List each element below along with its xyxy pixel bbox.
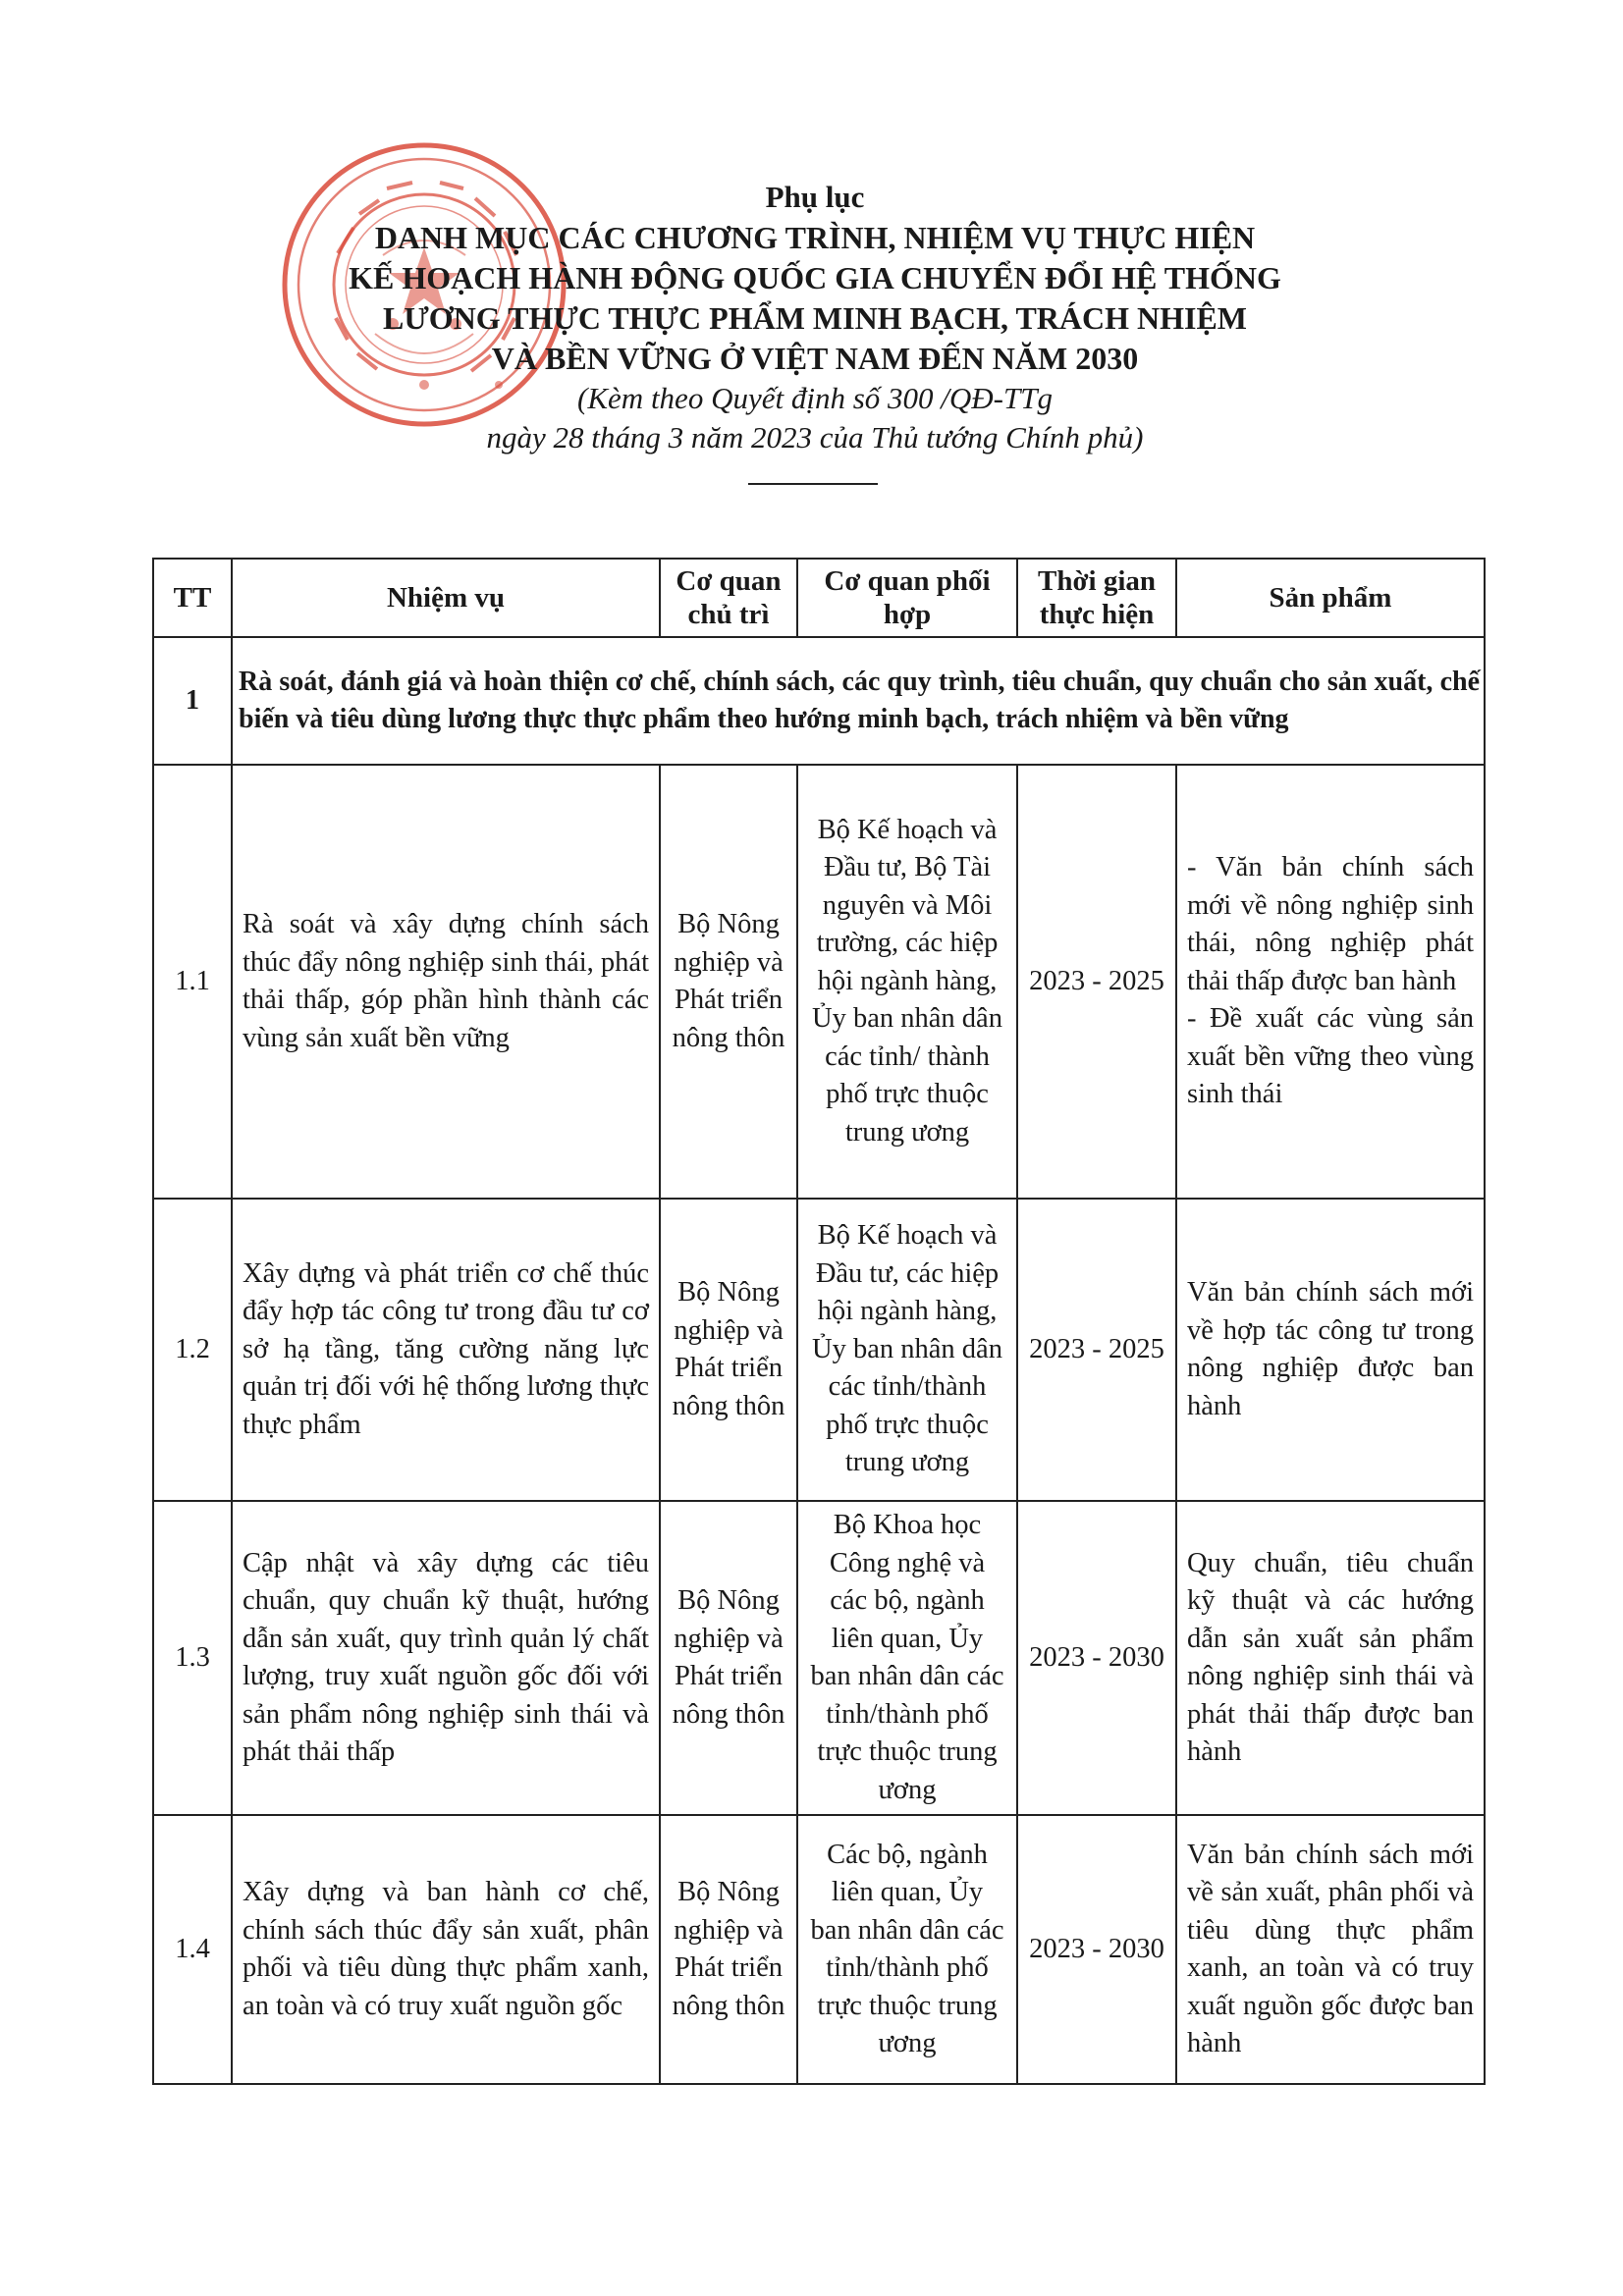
task-cell: Xây dựng và phát triển cơ chế thúc đẩy hợp tác công tư trong đầu tư cơ sở hạ tầng, tăng cường năng lực quản trị đối với hệ thống lương thực thực phẩm <box>232 1199 660 1501</box>
row-number: 1.3 <box>153 1501 232 1815</box>
header-divider <box>748 483 878 485</box>
product-cell: Văn bản chính sách mới về sản xuất, phân phối và tiêu dùng thực phẩm xanh, an toàn và có truy xuất nguồn gốc được ban hành <box>1176 1815 1485 2084</box>
header-product: Sản phẩm <box>1176 559 1485 637</box>
coordinating-agency-cell: Các bộ, ngành liên quan, Ủy ban nhân dân các tỉnh/thành phố trực thuộc trung ương <box>797 1815 1017 2084</box>
lead-agency-cell: Bộ Nông nghiệp và Phát triển nông thôn <box>660 765 797 1199</box>
section-number: 1 <box>153 637 232 765</box>
time-cell: 2023 - 2025 <box>1017 765 1176 1199</box>
lead-agency-cell: Bộ Nông nghiệp và Phát triển nông thôn <box>660 1815 797 2084</box>
title-line-2: KẾ HOẠCH HÀNH ĐỘNG QUỐC GIA CHUYỂN ĐỔI HỆ THỐNG <box>349 260 1281 295</box>
coordinating-agency-cell: Bộ Khoa học Công nghệ và các bộ, ngành liên quan, Ủy ban nhân dân các tỉnh/thành phố trực thuộc trung ương <box>797 1501 1017 1815</box>
table-row <box>153 1501 1485 1815</box>
lead-agency-cell: Bộ Nông nghiệp và Phát triển nông thôn <box>660 1501 797 1815</box>
time-cell: 2023 - 2025 <box>1017 1199 1176 1501</box>
header-coordinating-agency: Cơ quan phối hợp <box>797 559 1017 637</box>
product-item: - Đề xuất các vùng sản xuất bền vững theo vùng sinh thái <box>1187 1003 1474 1110</box>
task-table <box>152 558 1486 2085</box>
task-cell: Xây dựng và ban hành cơ chế, chính sách thúc đẩy sản xuất, phân phối và tiêu dùng thực phẩm xanh, an toàn và có truy xuất nguồn gốc <box>232 1815 660 2084</box>
product-item: - Văn bản chính sách mới về nông nghiệp sinh thái, nông nghiệp phát thải thấp được ban hành <box>1187 852 1474 996</box>
header-tt: TT <box>153 559 232 637</box>
task-cell: Rà soát và xây dựng chính sách thúc đẩy nông nghiệp sinh thái, phát thải thấp, góp phần hình thành các vùng sản xuất bền vững <box>232 765 660 1199</box>
product-cell: Văn bản chính sách mới về hợp tác công tư trong nông nghiệp được ban hành <box>1176 1199 1485 1501</box>
row-number: 1.2 <box>153 1199 232 1501</box>
time-cell: 2023 - 2030 <box>1017 1501 1176 1815</box>
row-number: 1.1 <box>153 765 232 1199</box>
header-task: Nhiệm vụ <box>232 559 660 637</box>
document-header <box>245 177 1384 457</box>
product-cell: Quy chuẩn, tiêu chuẩn kỹ thuật và các hướng dẫn sản xuất sản phẩm nông nghiệp sinh thái và phát thải thấp được ban hành <box>1176 1501 1485 1815</box>
lead-agency-cell: Bộ Nông nghiệp và Phát triển nông thôn <box>660 1199 797 1501</box>
product-cell <box>1176 765 1485 1199</box>
table-row <box>153 1815 1485 2084</box>
header-lead-agency: Cơ quan chủ trì <box>660 559 797 637</box>
appendix-label: Phụ lục <box>765 180 865 214</box>
row-number: 1.4 <box>153 1815 232 2084</box>
section-row <box>153 637 1485 765</box>
title-line-1: DANH MỤC CÁC CHƯƠNG TRÌNH, NHIỆM VỤ THỰC HIỆN <box>374 220 1256 255</box>
time-cell: 2023 - 2030 <box>1017 1815 1176 2084</box>
table-row <box>153 1199 1485 1501</box>
table-row <box>153 765 1485 1199</box>
title-line-3: LƯƠNG THỰC THỰC PHẨM MINH BẠCH, TRÁCH NHIỆM <box>382 300 1247 336</box>
coordinating-agency-cell: Bộ Kế hoạch và Đầu tư, Bộ Tài nguyên và Môi trường, các hiệp hội ngành hàng, Ủy ban nhân dân các tỉnh/ thành phố trực thuộc trung ương <box>797 765 1017 1199</box>
header-time: Thời gian thực hiện <box>1017 559 1176 637</box>
task-cell: Cập nhật và xây dựng các tiêu chuẩn, quy chuẩn kỹ thuật, hướng dẫn sản xuất, quy trình quản lý chất lượng, truy xuất nguồn gốc đối với sản phẩm nông nghiệp sinh thái và phát thải thấp <box>232 1501 660 1815</box>
decision-reference-2: ngày 28 tháng 3 năm 2023 của Thủ tướng Chính phủ) <box>486 420 1144 454</box>
section-title: Rà soát, đánh giá và hoàn thiện cơ chế, chính sách, các quy trình, tiêu chuẩn, quy chuẩn cho sản xuất, chế biến và tiêu dùng lương thực thực phẩm theo hướng minh bạch, trách nhiệm và bền vững <box>232 637 1485 765</box>
decision-reference-1: (Kèm theo Quyết định số 300 /QĐ-TTg <box>577 381 1053 415</box>
coordinating-agency-cell: Bộ Kế hoạch và Đầu tư, các hiệp hội ngành hàng, Ủy ban nhân dân các tỉnh/thành phố trực thuộc trung ương <box>797 1199 1017 1501</box>
table-header-row <box>153 559 1485 637</box>
title-line-4: VÀ BỀN VỮNG Ở VIỆT NAM ĐẾN NĂM 2030 <box>491 341 1139 376</box>
